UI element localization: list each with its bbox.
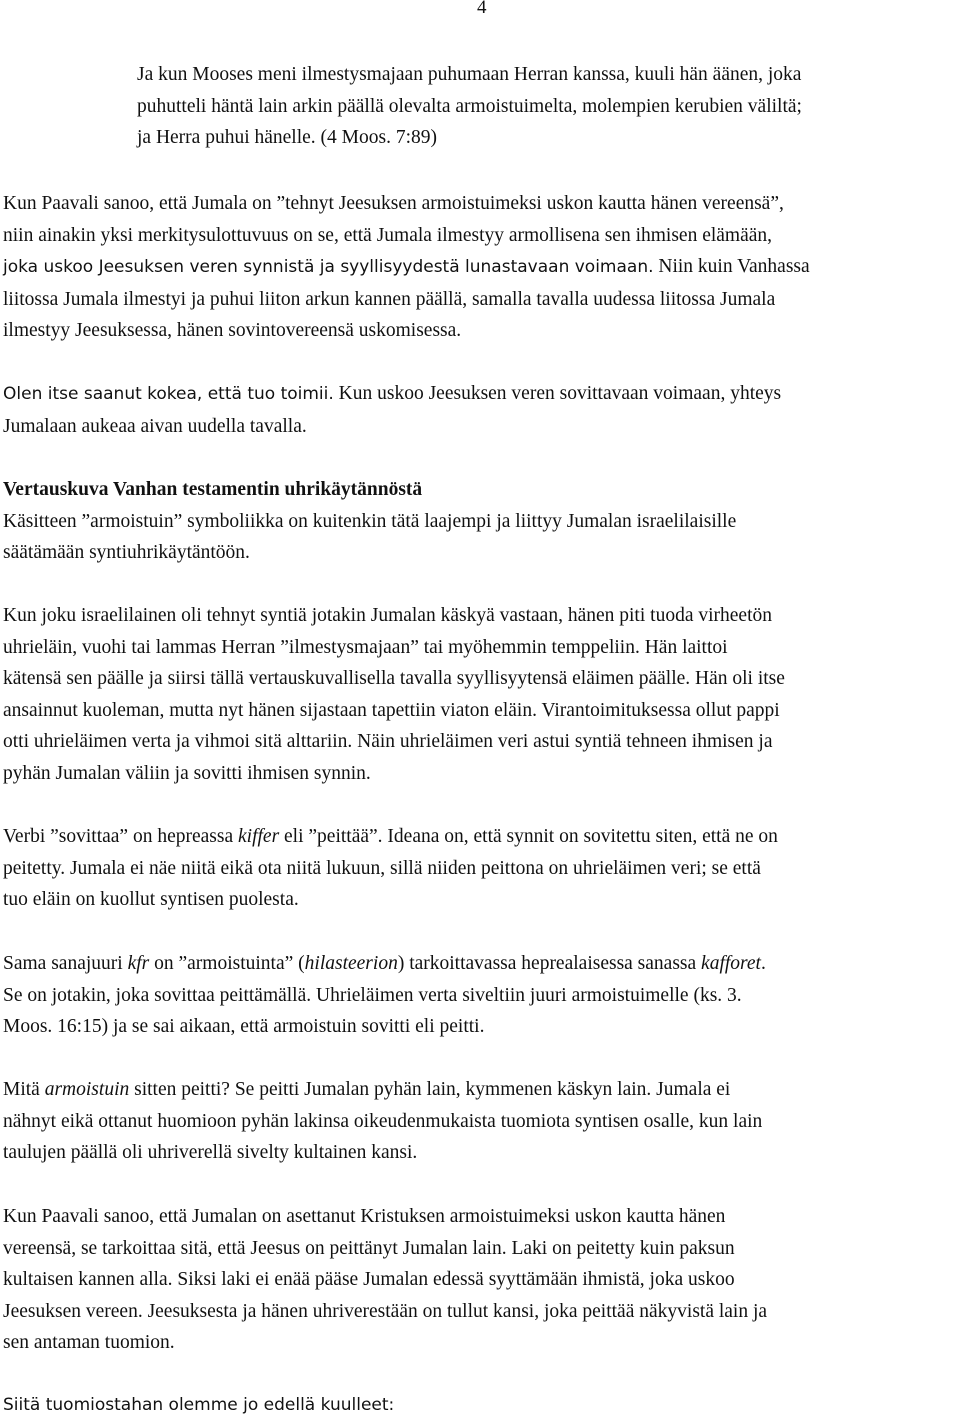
quote-line: ja Herra puhui hänelle. (4 Moos. 7:89) <box>137 127 438 148</box>
sans-text-run: Olen itse saanut kokea, että tuo toimii. <box>3 384 334 404</box>
italic-term: kafforet <box>701 953 761 974</box>
scripture-quote <box>137 59 957 154</box>
italic-term: armoistuin <box>44 1079 130 1100</box>
text-run: sitten peitti? Se peitti Jumalan pyhän lain, kymmenen käskyn lain. Jumala ei <box>129 1079 731 1100</box>
paragraph-line: säätämään syntiuhrikäytäntöön. <box>3 542 250 563</box>
page-number: 4 <box>477 0 487 18</box>
paragraph-line: nähnyt eikä ottanut huomioon pyhän lakinsa oikeudenmukaista tuomiota syntisen osalle, kun lain <box>3 1110 763 1132</box>
paragraph-line: Jeesuksen vereen. Jeesuksesta ja hänen uhriverestään on tullut kansi, joka peittää näkyvistä lain ja <box>3 1300 768 1322</box>
paragraph-line: Kun joku israelilainen oli tehnyt syntiä jotakin Jumalan käskyä vastaan, hänen piti tuoda virheetön <box>3 605 772 626</box>
paragraph-line: Kun Paavali sanoo, että Jumalan on asettanut Kristuksen armoistuimeksi uskon kautta hänen <box>3 1206 726 1227</box>
paragraph-line: peitetty. Jumala ei näe niitä eikä ota niitä lukuun, sillä niiden peittona on uhrieläimen veri; se että <box>3 857 761 879</box>
paragraph-line: Moos. 16:15) ja se sai aikaan, että armoistuin sovitti eli peitti. <box>3 1016 485 1037</box>
paragraph-line: Siitä tuomiostahan olemme jo edellä kuulleet: <box>3 1395 395 1415</box>
quote-line: Ja kun Mooses meni ilmestysmajaan puhumaan Herran kanssa, kuuli hän äänen, joka <box>137 64 802 85</box>
text-run: Sama sanajuuri <box>3 953 128 974</box>
text-run: Mitä <box>3 1079 45 1100</box>
section-heading: Vertauskuva Vanhan testamentin uhrikäytännöstä <box>3 479 423 500</box>
text-run: Verbi ”sovittaa” on hepreassa <box>3 826 238 847</box>
text-run: Kun uskoo Jeesuksen veren sovittavaan voimaan, yhteys <box>333 383 782 404</box>
paragraph-line: sen antaman tuomion. <box>3 1332 175 1353</box>
text-run: . <box>760 953 766 974</box>
text-run: ) tarkoittavassa heprealaisessa sanassa <box>397 953 702 974</box>
paragraph-mita-armoistuin-peitti <box>3 1074 956 1169</box>
paragraph-line: Jumalaan aukeaa aivan uudella tavalla. <box>3 415 307 437</box>
paragraph-tuomio <box>3 1390 956 1422</box>
paragraph-line <box>3 378 956 411</box>
paragraph-line: kultaisen kannen alla. Siksi laki ei enää pääse Jumalan edessä syyttämään ihmistä, joka uskoo <box>3 1269 735 1290</box>
paragraph-line: ilmestyy Jeesuksessa, hänen sovintovereensä uskomisessa. <box>3 320 462 341</box>
text-run: Niin kuin Vanhassa <box>653 256 810 277</box>
paragraph-kokemus <box>3 378 956 442</box>
paragraph-line: Käsitteen ”armoistuin” symboliikka on kuitenkin tätä laajempi ja liittyy Jumalan israelilaisille <box>3 510 737 532</box>
quote-line: puhutteli häntä lain arkin päällä olevalta armoistuimelta, molempien kerubien väliltä; <box>137 95 802 117</box>
paragraph-line: pyhän Jumalan väliin ja sovitti ihmisen synnin. <box>3 762 371 784</box>
paragraph-line <box>3 1074 956 1106</box>
paragraph-line: niin ainakin yksi merkitysulottuvuus on se, että Jumala ilmestyy armollisena sen ihmisen elämään, <box>3 224 773 246</box>
section-uhrikaytanto <box>3 474 956 569</box>
paragraph-paavali-armoistuin <box>3 188 956 347</box>
paragraph-line: vereensä, se tarkoittaa sitä, että Jeesus on peittänyt Jumalan lain. Laki on peitetty kuin paksun <box>3 1237 735 1259</box>
paragraph-sanajuuri <box>3 948 956 1043</box>
paragraph-line <box>3 251 956 284</box>
paragraph-verbi-sovittaa <box>3 821 956 916</box>
paragraph-line: liitossa Jumala ilmestyi ja puhui liiton arkun kannen päällä, samalla tavalla uudessa liitossa Jumala <box>3 288 776 310</box>
italic-term: hilasteerion <box>304 953 398 974</box>
paragraph-line: Se on jotakin, joka sovittaa peittämällä. Uhrieläimen verta siveltiin juuri armoistuimelle (ks. 3. <box>3 984 742 1006</box>
paragraph-line: uhrieläin, vuohi tai lammas Herran ”ilmestysmajaan” tai myöhemmin temppeliin. Hän laittoi <box>3 636 728 658</box>
paragraph-line <box>3 948 956 980</box>
text-run: on ”armoistuinta” ( <box>149 953 305 974</box>
paragraph-line: Kun Paavali sanoo, että Jumala on ”tehnyt Jeesuksen armoistuimeksi uskon kautta hänen vereensä”, <box>3 193 784 214</box>
paragraph-line: taulujen päällä oli uhriverellä sivelty kultainen kansi. <box>3 1142 418 1163</box>
italic-term: kfr <box>127 953 150 974</box>
paragraph-line: kätensä sen päälle ja siirsi tällä vertauskuvallisella tavalla syyllisyytensä eläimen päälle. Hän oli itse <box>3 668 785 689</box>
italic-term: kiffer <box>238 826 280 847</box>
paragraph-line <box>3 821 956 853</box>
paragraph-line: tuo eläin on kuollut syntisen puolesta. <box>3 889 299 910</box>
paragraph-laki-peitetty <box>3 1201 956 1359</box>
paragraph-israelilainen-uhri <box>3 600 956 789</box>
paragraph-line: otti uhrieläimen verta ja vihmoi sitä alttariin. Näin uhrieläimen veri astui syntiä tehneen ihmisen ja <box>3 731 773 752</box>
sans-text-run: joka uskoo Jeesuksen veren synnistä ja syyllisyydestä lunastavaan voimaan. <box>3 257 654 277</box>
text-run: eli ”peittää”. Ideana on, että synnit on sovitettu siten, että ne on <box>279 826 778 847</box>
paragraph-line: ansainnut kuoleman, mutta nyt hänen sijastaan tapettiin viaton eläin. Virantoimituksessa ollut pappi <box>3 699 780 721</box>
